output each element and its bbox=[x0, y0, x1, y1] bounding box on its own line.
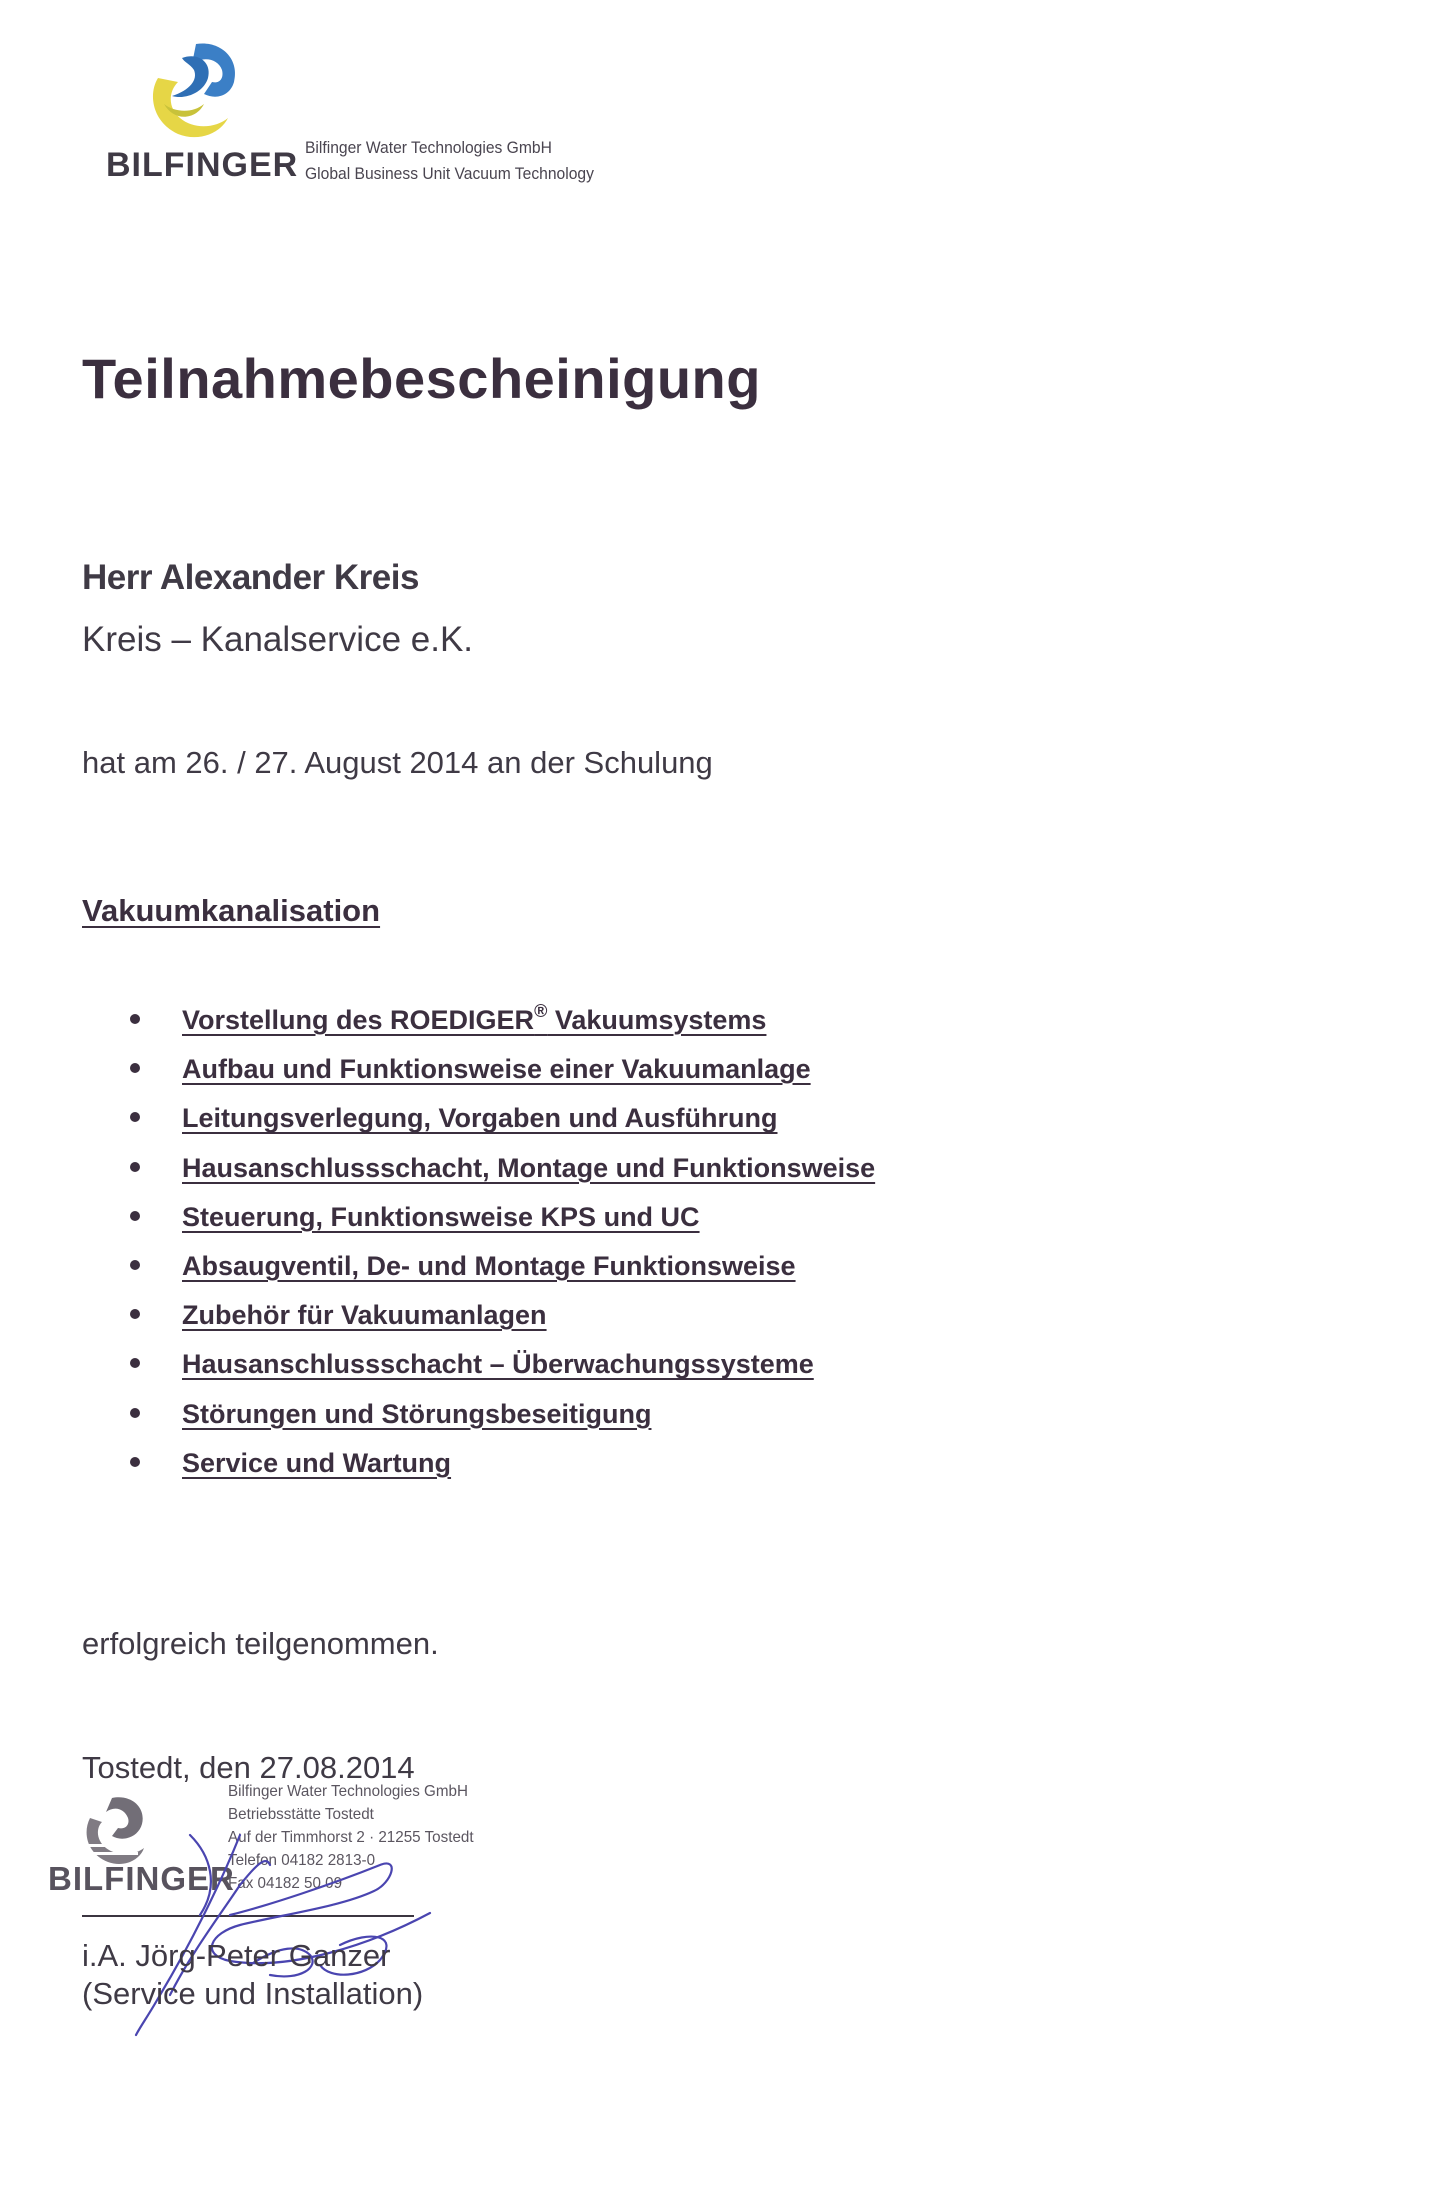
company-name: Bilfinger Water Technologies GmbH bbox=[305, 138, 552, 157]
topic-text: Leitungsverlegung, Vorgaben und Ausführung bbox=[182, 1103, 778, 1134]
bullet-icon bbox=[130, 1112, 140, 1122]
signer-name: i.A. Jörg-Peter Ganzer bbox=[82, 1938, 391, 1973]
intro-text: hat am 26. / 27. August 2014 an der Schulung bbox=[82, 745, 713, 780]
handwritten-signature bbox=[130, 1795, 490, 2055]
stamp-line: Telefon 04182 2813-0 bbox=[228, 1852, 376, 1869]
stamp-line: Betriebsstätte Tostedt bbox=[228, 1806, 374, 1823]
topic-text: Aufbau und Funktionsweise einer Vakuumanlage bbox=[182, 1054, 811, 1085]
topic-text: Absaugventil, De- und Montage Funktionsweise bbox=[182, 1250, 796, 1281]
bullet-icon bbox=[130, 1260, 140, 1270]
topic-text: Hausanschlussschacht, Montage und Funktionsweise bbox=[182, 1152, 876, 1183]
recipient-name: Herr Alexander Kreis bbox=[82, 558, 419, 597]
closing-text: erfolgreich teilgenommen. bbox=[82, 1626, 439, 1661]
company-unit: Global Business Unit Vacuum Technology bbox=[305, 164, 594, 183]
document-title: Teilnahmebescheinigung bbox=[82, 347, 761, 410]
stamp-line: Auf der Timmhorst 2 · 21255 Tostedt bbox=[228, 1829, 474, 1846]
topic-text: Vorstellung des ROEDIGER® Vakuumsystems bbox=[182, 1001, 767, 1035]
bilfinger-logo-icon bbox=[138, 38, 242, 142]
course-title: Vakuumkanalisation bbox=[82, 893, 381, 928]
bullet-icon bbox=[130, 1211, 140, 1221]
topic-text: Hausanschlussschacht – Überwachungssysteme bbox=[182, 1349, 814, 1380]
place-date: Tostedt, den 27.08.2014 bbox=[82, 1750, 415, 1785]
topic-text: Störungen und Störungsbeseitigung bbox=[182, 1398, 652, 1429]
bullet-icon bbox=[130, 1358, 140, 1368]
bullet-icon bbox=[130, 1162, 140, 1172]
topic-text: Service und Wartung bbox=[182, 1447, 452, 1478]
stamp-line: Fax 04182 50 09 bbox=[228, 1875, 343, 1892]
bullet-icon bbox=[130, 1309, 140, 1319]
recipient-company: Kreis – Kanalservice e.K. bbox=[82, 620, 474, 659]
bullet-icon bbox=[130, 1014, 140, 1024]
bullet-icon bbox=[130, 1408, 140, 1418]
stamp-line: Bilfinger Water Technologies GmbH bbox=[228, 1783, 468, 1800]
topic-text: Steuerung, Funktionsweise KPS und UC bbox=[182, 1201, 700, 1232]
company-info bbox=[305, 135, 594, 187]
logo-text: BILFINGER bbox=[106, 146, 299, 184]
stamp-logo-text: BILFINGER bbox=[48, 1860, 235, 1897]
bullet-icon bbox=[130, 1063, 140, 1073]
signer-role: (Service und Installation) bbox=[82, 1976, 424, 2011]
bullet-icon bbox=[130, 1457, 140, 1467]
topic-text: Zubehör für Vakuumanlagen bbox=[182, 1300, 547, 1331]
